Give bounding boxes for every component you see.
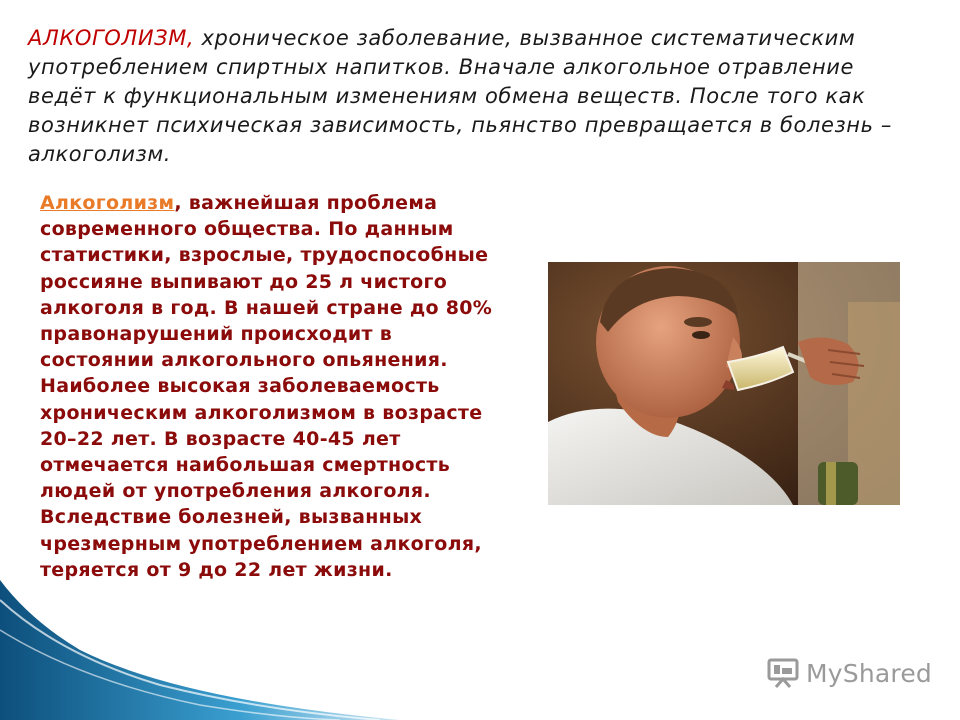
intro-paragraph [28,24,928,169]
decorative-wave [0,560,400,720]
alcoholism-link[interactable]: Алкоголизм [40,192,175,214]
intro-term: АЛКОГОЛИЗМ, [28,26,195,50]
body-text: , важнейшая проблема современного общества. По данным статистики, взрослые, трудоспособные россияне выпивают до 25 л чистого алкоголя в год. В нашей стране до 80% правонарушений происходит в состоянии алкогольного опьянения. Наиболее высокая заболеваемость хроническим алкоголизмом в возрасте 20–22 лет. В возрасте 40-45 лет отмечается наибольшая смертность людей от употребления алкоголя. Вследствие болезней, вызванных чрезмерным употреблением алкоголя, теряется от 9 до 22 лет жизни. [40,192,493,581]
man-drinking-wine-photo [548,262,900,505]
watermark [766,655,932,691]
body-paragraph [40,190,510,583]
presentation-board-icon [766,657,800,689]
watermark-text: MyShared [806,658,932,688]
intro-text: хроническое заболевание, вызванное систематическим употреблением спиртных напитков. Вначале алкогольное отравление ведёт к функциональным изменениям обмена веществ. После того как возникнет психическая зависимость, пьянство превращается в болезнь – алкоголизм. [28,26,892,166]
